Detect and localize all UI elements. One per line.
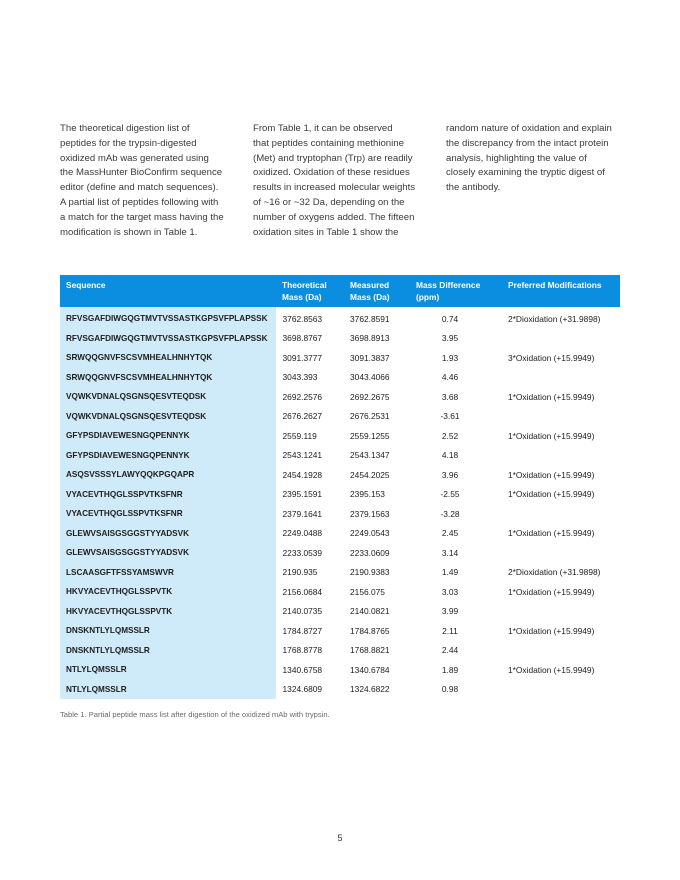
header-label-line: Mass (Da) — [282, 291, 322, 302]
cell-measured-mass: 2379.1563 — [350, 508, 390, 519]
cell-preferred-modification: 2*Dioxidation (+31.9898) — [508, 567, 601, 578]
text-line: A partial list of peptides following with — [60, 196, 219, 208]
table-row — [60, 426, 620, 446]
text-line: From Table 1, it can be observed — [253, 123, 393, 134]
cell-measured-mass: 2454.2025 — [350, 469, 390, 480]
table-row — [60, 504, 620, 524]
cell-measured-mass: 2559.1255 — [350, 430, 390, 441]
cell-mass-difference: 0.74 — [441, 313, 459, 324]
table-row — [60, 641, 620, 661]
peptide-mass-table — [60, 275, 621, 699]
text-line: The theoretical digestion list of — [60, 123, 190, 134]
cell-sequence: DNSKNTLYLQMSSLR — [60, 621, 276, 641]
cell-theoretical-mass: 1324.6809 — [282, 684, 323, 695]
cell-measured-mass: 2543.1347 — [350, 450, 390, 461]
text-line: (Met) and tryptophan (Trp) are readily — [253, 152, 413, 164]
cell-sequence: GLEWVSAISGSGGSTYYADSVK — [60, 543, 276, 563]
cell-measured-mass: 1784.8765 — [350, 625, 390, 636]
cell-mass-difference: 3.68 — [441, 391, 459, 402]
cell-preferred-modification: 1*Oxidation (+15.9949) — [508, 469, 595, 480]
table-caption: Table 1. Partial peptide mass list after digestion of the oxidized mAb with trypsin. — [60, 710, 330, 719]
table-row — [60, 407, 620, 427]
cell-sequence: GLEWVSAISGSGGSTYYADSVK — [60, 524, 276, 544]
cell-theoretical-mass: 1784.8727 — [282, 625, 323, 636]
cell-measured-mass: 1340.6784 — [350, 664, 390, 675]
cell-theoretical-mass: 3043.393 — [282, 372, 318, 383]
cell-preferred-modification: 1*Oxidation (+15.9949) — [508, 528, 595, 539]
cell-mass-difference: -2.55 — [440, 489, 460, 500]
cell-sequence: VYACEVTHQGLSSPVTKSFNR — [60, 485, 276, 505]
cell-theoretical-mass: 2395.1591 — [282, 489, 323, 500]
cell-sequence: SRWQQGNVFSCSVMHEALHNHYTQK — [60, 348, 276, 368]
table-row — [60, 582, 620, 602]
cell-preferred-modification — [502, 504, 620, 524]
cell-preferred-modification — [502, 543, 620, 563]
text-line: that peptides containing methionine — [253, 137, 404, 149]
cell-theoretical-mass: 2379.1641 — [282, 508, 323, 519]
cell-theoretical-mass: 3762.8563 — [282, 313, 323, 324]
cell-mass-difference: 3.95 — [441, 333, 459, 344]
cell-theoretical-mass: 2692.2576 — [282, 391, 323, 402]
header-label-line: Measured — [350, 280, 390, 290]
cell-sequence: VYACEVTHQGLSSPVTKSFNR — [60, 504, 276, 524]
text-line: the MassHunter BioConfirm sequence — [60, 167, 223, 179]
cell-theoretical-mass: 1768.8778 — [282, 645, 323, 656]
cell-measured-mass: 2249.0543 — [350, 528, 390, 539]
header-modifications-label: Preferred Modifications — [508, 280, 602, 290]
header-label-line: (ppm) — [416, 291, 440, 302]
cell-sequence: HKVYACEVTHQGLSSPVTK — [60, 582, 276, 602]
cell-preferred-modification — [502, 680, 620, 700]
table-body — [60, 307, 620, 699]
cell-sequence: NTLYLQMSSLR — [60, 680, 276, 700]
table-row — [60, 387, 620, 407]
cell-preferred-modification: 1*Oxidation (+15.9949) — [508, 664, 595, 675]
body-text-column-2 — [253, 122, 435, 240]
cell-measured-mass: 2156.075 — [350, 586, 385, 597]
cell-sequence: DNSKNTLYLQMSSLR — [60, 641, 276, 661]
cell-mass-difference: 3.96 — [441, 469, 459, 480]
table-row — [60, 680, 620, 700]
header-label-line: Mass (Da) — [350, 291, 390, 302]
cell-theoretical-mass: 2676.2627 — [282, 411, 323, 422]
cell-measured-mass: 2395.153 — [350, 489, 385, 500]
table-row — [60, 621, 620, 641]
text-line: the discrepancy from the intact protein — [446, 137, 609, 149]
table-row — [60, 485, 620, 505]
cell-preferred-modification — [502, 602, 620, 622]
cell-mass-difference: 1.89 — [441, 664, 459, 675]
header-measured-mass — [344, 275, 410, 307]
text-line: editor (define and match sequences). — [60, 182, 219, 194]
cell-theoretical-mass: 2559.119 — [282, 430, 317, 441]
cell-sequence: NTLYLQMSSLR — [60, 660, 276, 680]
table-row — [60, 329, 620, 349]
cell-mass-difference: 1.93 — [441, 352, 459, 363]
text-line: modification is shown in Table 1. — [60, 226, 198, 238]
cell-mass-difference: 2.44 — [441, 645, 459, 656]
header-mass-difference — [410, 275, 502, 307]
table-row — [60, 524, 620, 544]
cell-measured-mass: 2692.2675 — [350, 391, 390, 402]
body-text-column-1 — [60, 122, 240, 240]
header-theoretical-mass — [276, 275, 344, 307]
cell-sequence: LSCAASGFTFSSYAMSWVR — [60, 563, 276, 583]
cell-preferred-modification — [502, 329, 620, 349]
cell-preferred-modification — [502, 368, 620, 388]
cell-preferred-modification: 1*Oxidation (+15.9949) — [508, 586, 595, 597]
cell-measured-mass: 2140.0821 — [350, 606, 390, 617]
cell-preferred-modification — [502, 641, 620, 661]
body-text-column-3 — [446, 122, 626, 196]
cell-mass-difference: 2.52 — [441, 430, 459, 441]
table-row — [60, 307, 620, 329]
cell-theoretical-mass: 2233.0539 — [282, 547, 323, 558]
cell-mass-difference: 4.18 — [441, 450, 459, 461]
cell-measured-mass: 2233.0609 — [350, 547, 390, 558]
cell-measured-mass: 3043.4066 — [350, 372, 390, 383]
cell-theoretical-mass: 2156.0684 — [282, 586, 323, 597]
cell-measured-mass: 1768.8821 — [350, 645, 390, 656]
text-line: closely examining the tryptic digest of — [446, 167, 605, 179]
cell-theoretical-mass: 2543.1241 — [282, 450, 323, 461]
cell-measured-mass: 3698.8913 — [350, 333, 390, 344]
cell-sequence: GFYPSDIAVEWESNGQPENNYK — [60, 446, 276, 466]
text-line: oxidized. Oxidation of these residues — [253, 167, 410, 179]
text-line: oxidized mAb was generated using — [60, 152, 209, 164]
cell-mass-difference: 0.98 — [441, 684, 459, 695]
text-line: oxidation sites in Table 1 show the — [253, 226, 399, 238]
cell-preferred-modification: 1*Oxidation (+15.9949) — [508, 391, 595, 402]
cell-sequence: GFYPSDIAVEWESNGQPENNYK — [60, 426, 276, 446]
cell-theoretical-mass: 3091.3777 — [282, 352, 323, 363]
text-line: results in increased molecular weights — [253, 182, 416, 194]
cell-measured-mass: 2190.9383 — [350, 567, 390, 578]
cell-theoretical-mass: 2140.0735 — [282, 606, 323, 617]
cell-preferred-modification: 1*Oxidation (+15.9949) — [508, 489, 595, 500]
text-line: analysis, highlighting the value of — [446, 152, 587, 164]
cell-mass-difference: 4.46 — [441, 372, 459, 383]
cell-sequence: SRWQQGNVFSCSVMHEALHNHYTQK — [60, 368, 276, 388]
cell-mass-difference: 3.14 — [441, 547, 459, 558]
cell-mass-difference: 2.11 — [442, 625, 458, 636]
cell-mass-difference: 3.03 — [441, 586, 459, 597]
cell-preferred-modification — [502, 407, 620, 427]
table-row — [60, 465, 620, 485]
header-label-line: Mass Difference — [416, 280, 481, 290]
table-row — [60, 543, 620, 563]
cell-mass-difference: 2.45 — [441, 528, 459, 539]
cell-mass-difference: 1.49 — [441, 567, 459, 578]
cell-preferred-modification: 1*Oxidation (+15.9949) — [508, 430, 595, 441]
cell-sequence: VQWKVDNALQSGNSQESVTEQDSK — [60, 407, 276, 427]
cell-mass-difference: 3.99 — [441, 606, 459, 617]
cell-measured-mass: 3762.8591 — [350, 313, 390, 324]
cell-sequence: ASQSVSSSYLAWYQQKPGQAPR — [60, 465, 276, 485]
cell-theoretical-mass: 2454.1928 — [282, 469, 323, 480]
cell-sequence: RFVSGAFDIWGQGTMVTVSSASTKGPSVFPLAPSSK — [60, 307, 276, 329]
cell-theoretical-mass: 1340.6758 — [282, 664, 323, 675]
header-preferred-modifications — [502, 275, 620, 307]
cell-sequence: RFVSGAFDIWGQGTMVTVSSASTKGPSVFPLAPSSK — [60, 329, 276, 349]
cell-mass-difference: -3.28 — [440, 508, 460, 519]
cell-sequence: HKVYACEVTHQGLSSPVTK — [60, 602, 276, 622]
table-row — [60, 446, 620, 466]
cell-measured-mass: 2676.2531 — [350, 411, 390, 422]
cell-theoretical-mass: 2190.935 — [282, 567, 318, 578]
table-row — [60, 602, 620, 622]
cell-preferred-modification — [502, 446, 620, 466]
text-line: a match for the target mass having the — [60, 211, 224, 223]
table-row — [60, 368, 620, 388]
cell-measured-mass: 1324.6822 — [350, 684, 390, 695]
table-row — [60, 563, 620, 583]
cell-preferred-modification: 2*Dioxidation (+31.9898) — [508, 313, 601, 324]
cell-theoretical-mass: 3698.8767 — [282, 333, 323, 344]
table-row — [60, 660, 620, 680]
header-sequence — [60, 275, 276, 307]
text-line: random nature of oxidation and explain — [446, 123, 612, 134]
text-line: of ~16 or ~32 Da, depending on the — [253, 196, 405, 208]
text-line: the antibody. — [446, 182, 501, 194]
cell-sequence: VQWKVDNALQSGNSQESVTEQDSK — [60, 387, 276, 407]
table-row — [60, 348, 620, 368]
table-header-row — [60, 275, 620, 307]
cell-preferred-modification: 3*Oxidation (+15.9949) — [508, 352, 595, 363]
text-line: peptides for the trypsin-digested — [60, 137, 197, 149]
cell-mass-difference: -3.61 — [440, 411, 460, 422]
cell-preferred-modification: 1*Oxidation (+15.9949) — [508, 625, 595, 636]
page-number: 5 — [337, 833, 343, 843]
cell-measured-mass: 3091.3837 — [350, 352, 390, 363]
header-sequence-label: Sequence — [66, 280, 106, 290]
text-line: number of oxygens added. The fifteen — [253, 211, 415, 223]
header-label-line: Theoretical — [282, 280, 327, 290]
cell-theoretical-mass: 2249.0488 — [282, 528, 323, 539]
